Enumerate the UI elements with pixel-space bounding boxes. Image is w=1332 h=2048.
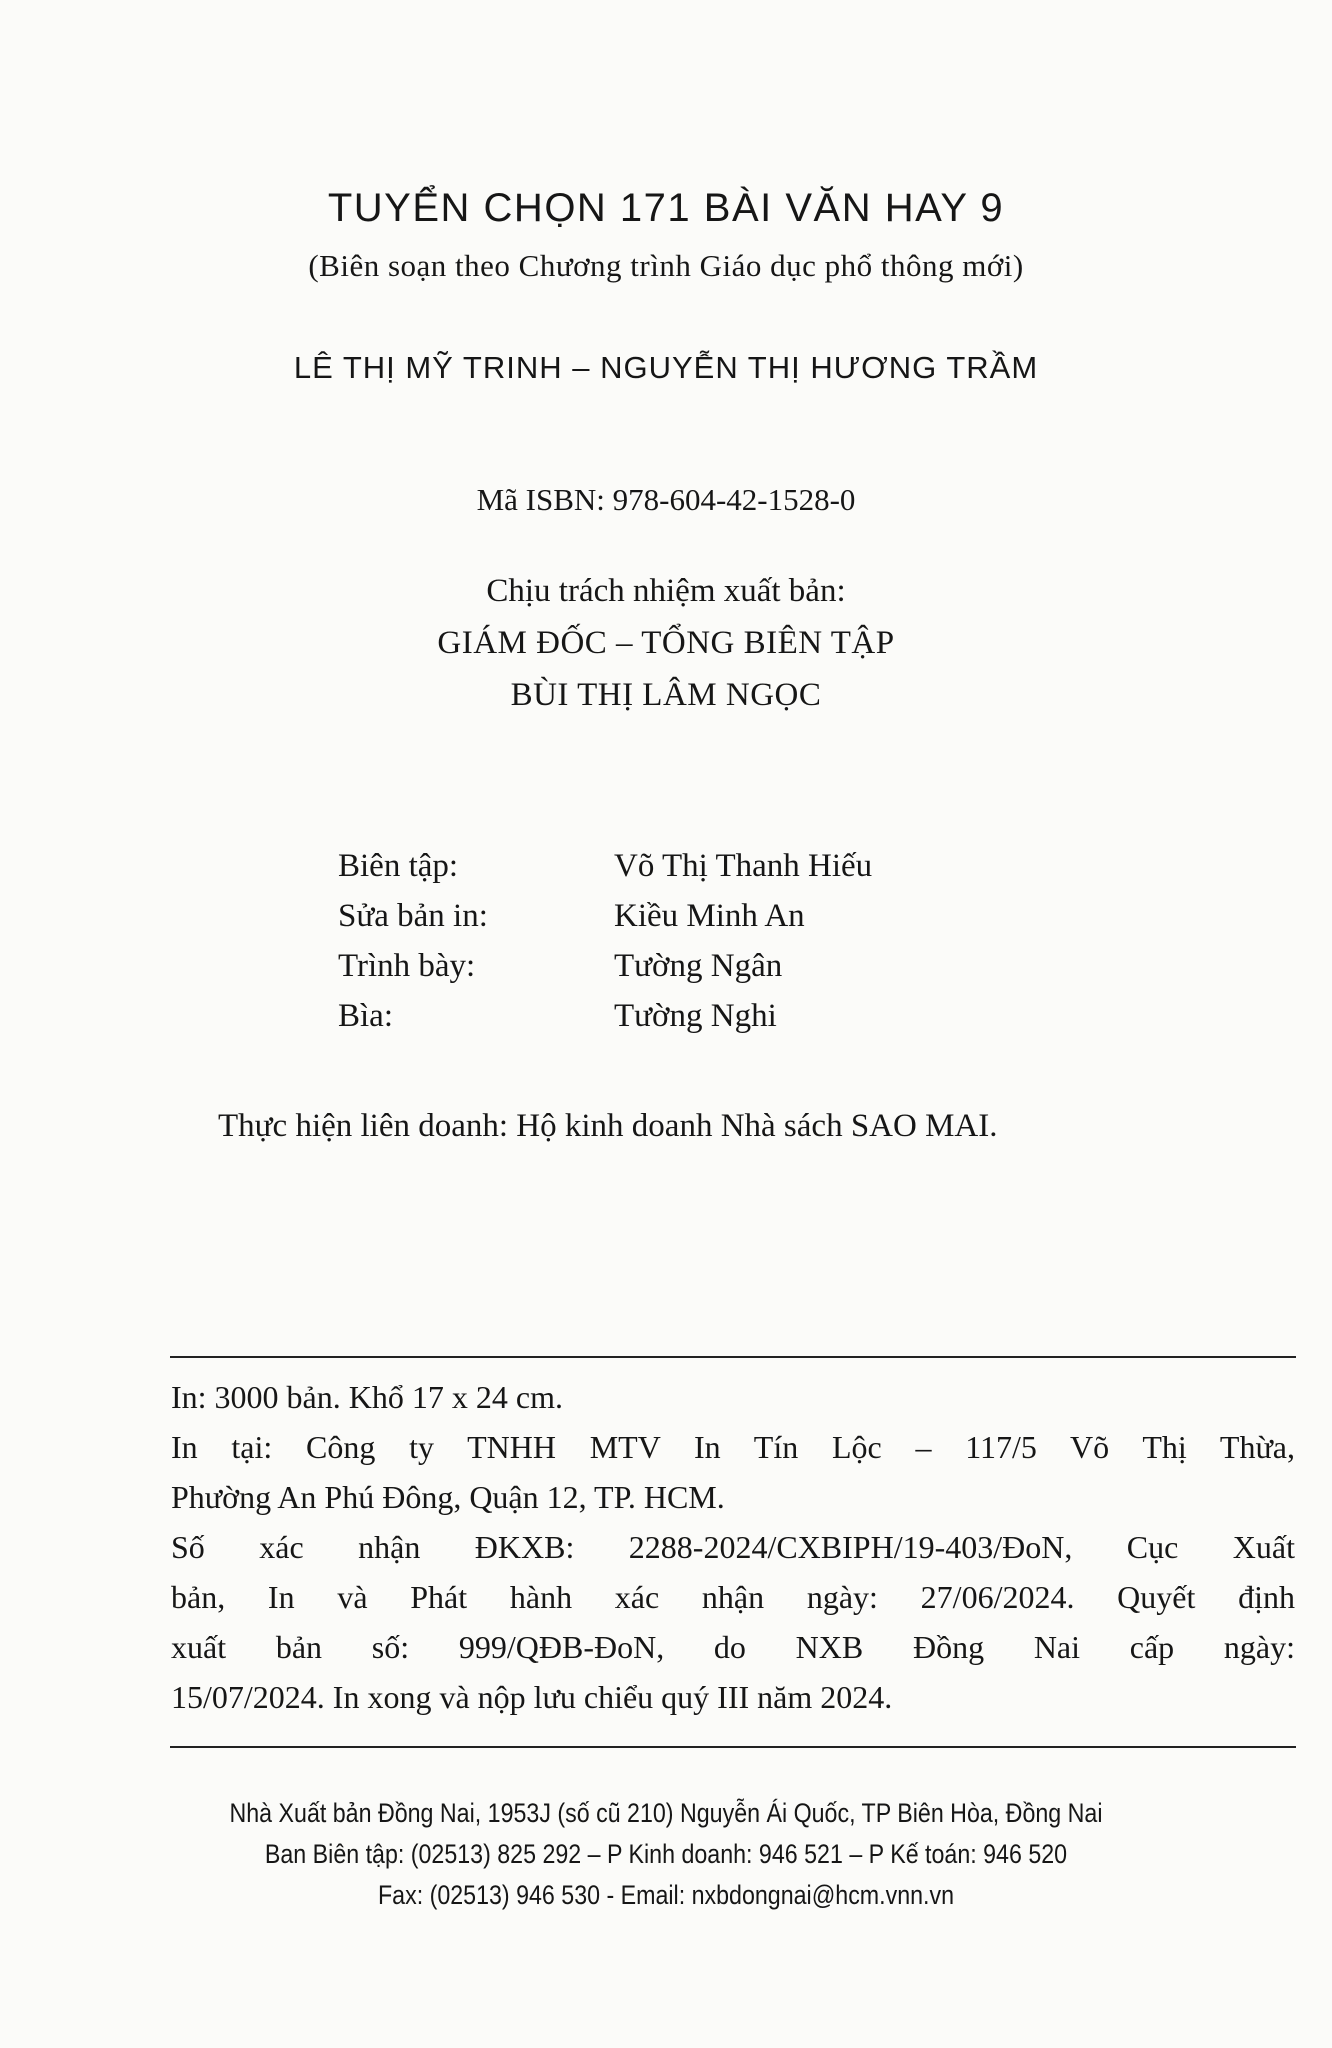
credit-label: Bìa: — [338, 998, 393, 1034]
joint-venture-note: Thực hiện liên doanh: Hộ kinh doanh Nhà sách SAO MAI. — [218, 1108, 998, 1144]
printing-info-line: Phường An Phú Đông, Quận 12, TP. HCM. — [171, 1479, 725, 1515]
bottom-divider — [170, 1746, 1296, 1748]
top-divider — [170, 1356, 1296, 1358]
publisher-footer — [93, 1793, 1239, 1916]
printing-info-block — [171, 1372, 1295, 1722]
credit-value: Tường Ngân — [614, 948, 783, 984]
printing-info-line: xuất bản số: 999/QĐB-ĐoN, do NXB Đồng Nai cấp ngày: — [171, 1629, 1295, 1665]
credit-value: Võ Thị Thanh Hiếu — [614, 848, 873, 884]
credit-label: Sửa bản in: — [338, 898, 488, 934]
printing-info-line: bản, In và Phát hành xác nhận ngày: 27/06/2024. Quyết định — [171, 1579, 1295, 1615]
responsibility-name: BÙI THỊ LÂM NGỌC — [510, 677, 822, 713]
printing-info-line: Số xác nhận ĐKXB: 2288-2024/CXBIPH/19-403/ĐoN, Cục Xuất — [171, 1529, 1295, 1565]
credit-label: Biên tập: — [338, 848, 459, 884]
credit-label: Trình bày: — [338, 948, 476, 984]
credit-value: Tường Nghi — [614, 998, 777, 1034]
responsibility-label: Chịu trách nhiệm xuất bản: — [486, 573, 846, 609]
publisher-phones: Ban Biên tập: (02513) 825 292 – P Kinh doanh: 946 521 – P Kế toán: 946 520 — [264, 1839, 1068, 1869]
credit-value: Kiều Minh An — [614, 898, 805, 934]
printing-info-line: In: 3000 bản. Khổ 17 x 24 cm. — [171, 1379, 563, 1415]
printing-info-line: In tại: Công ty TNHH MTV In Tín Lộc – 117/5 Võ Thị Thừa, — [171, 1429, 1295, 1465]
publisher-address: Nhà Xuất bản Đồng Nai, 1953J (số cũ 210) Nguyễn Ái Quốc, TP Biên Hòa, Đồng Nai — [229, 1798, 1103, 1828]
book-subtitle: (Biên soạn theo Chương trình Giáo dục phổ thông mới) — [308, 248, 1024, 283]
book-authors: LÊ THỊ MỸ TRINH – NGUYỄN THỊ HƯƠNG TRẦM — [293, 350, 1039, 385]
printing-info-line: 15/07/2024. In xong và nộp lưu chiểu quý III năm 2024. — [171, 1679, 893, 1715]
isbn: Mã ISBN: 978-604-42-1528-0 — [476, 482, 856, 517]
book-title: TUYỂN CHỌN 171 BÀI VĂN HAY 9 — [327, 186, 1005, 230]
publisher-fax-email: Fax: (02513) 946 530 - Email: nxbdongnai@hcm.vnn.vn — [377, 1880, 955, 1910]
responsibility-role: GIÁM ĐỐC – TỔNG BIÊN TẬP — [437, 625, 895, 661]
